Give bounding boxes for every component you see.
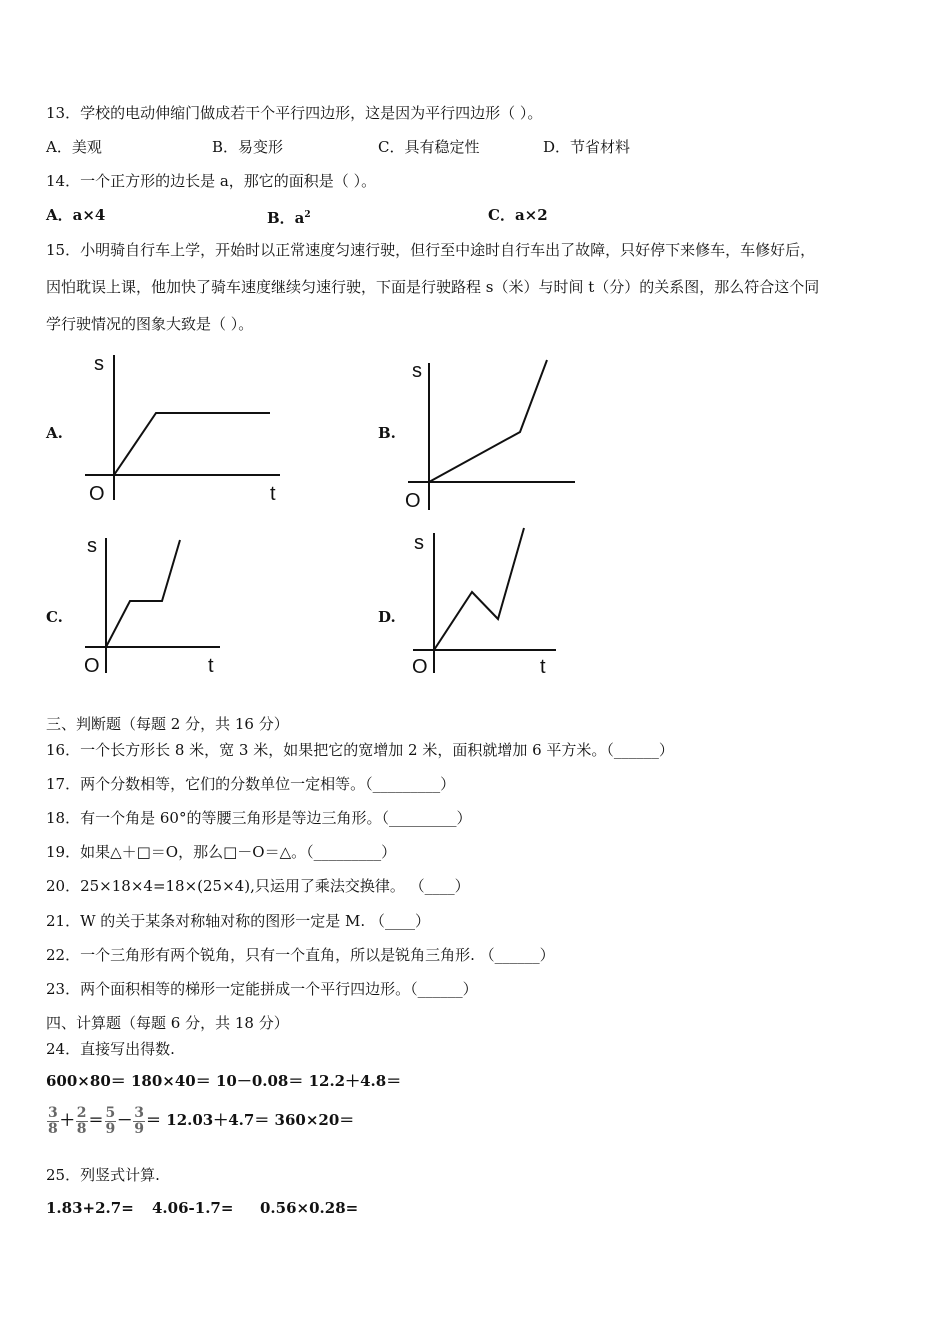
q23: 23．两个面积相等的梯形一定能拼成一个平行四边形。（______）: [46, 980, 478, 998]
graph-c-curve: [106, 540, 180, 647]
graph-a-y-label: s: [94, 353, 104, 375]
q25-title: 25．列竖式计算.: [46, 1166, 160, 1184]
q20: 20．25×18×4=18×(25×4),只运用了乘法交换律。 （____）: [46, 877, 470, 895]
q13-option-a: A．美观: [46, 138, 102, 156]
q15-line-1: 15．小明骑自行车上学，开始时以正常速度匀速行驶，但行至中途时自行车出了故障，只好停下来修车，车修好后，: [46, 241, 816, 259]
q14-option-a: A．a×4: [46, 206, 106, 224]
graph-c-label: C.: [46, 608, 63, 626]
graph-d-origin: O: [412, 656, 428, 678]
section-4-heading: 四、计算题（每题 6 分，共 18 分）: [46, 1014, 289, 1032]
graph-d: [408, 525, 563, 678]
q14-stem: 14．一个正方形的边长是 a，那它的面积是（ ）。: [46, 172, 377, 190]
graph-d-label: D.: [378, 608, 396, 626]
graph-c-y-label: s: [87, 535, 97, 557]
q25-item-3: 0.56×0.28=: [260, 1199, 359, 1217]
graph-b-origin: O: [405, 490, 421, 512]
q13-option-b: B．易变形: [212, 138, 284, 156]
section-3-heading: 三、判断题（每题 2 分，共 16 分）: [46, 715, 289, 733]
graph-b-label: B.: [378, 424, 396, 442]
q14-option-b-exponent: 2: [304, 210, 311, 220]
q13-option-d: D．节省材料: [543, 138, 631, 156]
graph-d-curve: [434, 528, 524, 650]
q13-option-c: C．具有稳定性: [378, 138, 480, 156]
graph-a-origin: O: [89, 483, 105, 505]
q16: 16．一个长方形长 8 米，宽 3 米，如果把它的宽增加 2 米，面积就增加 6 平方米。（______）: [46, 741, 674, 759]
q14-option-c: C．a×2: [488, 206, 548, 224]
q18: 18．有一个角是 60°的等腰三角形是等边三角形。（_________）: [46, 809, 472, 827]
q14-option-b: B．$a^2$: [267, 209, 311, 227]
fraction-3-8: $\frac{3}{8}$: [48, 1104, 58, 1137]
q24-row-1: 600×80＝ 180×40＝ 10－0.08＝ 12.2＋4.8＝: [46, 1072, 402, 1090]
graph-a-curve: [114, 413, 270, 475]
q13-stem: 13．学校的电动伸缩门做成若干个平行四边形，这是因为平行四边形（ ）。: [46, 104, 543, 122]
q25-item-1: 1.83+2.7=: [46, 1199, 134, 1217]
fraction-3-9: $\frac{3}{9}$: [134, 1104, 145, 1137]
graph-b-curve: [429, 360, 547, 482]
graph-a-label: A.: [46, 424, 63, 442]
q24-row-2: $\frac{3}{8}$ ＋ $\frac{2}{8}$ ＝ $\frac{5}{9}$ － $\frac{3}{9}$ ＝ 12.03＋4.7＝ 360×20＝: [48, 1104, 355, 1137]
q15-line-2: 因怕耽误上课，他加快了骑车速度继续匀速行驶，下面是行驶路程 s（米）与时间 t（分）的关系图，那么符合这个同: [46, 278, 820, 296]
q19: 19．如果△＋□＝O，那么□－O＝△。（_________）: [46, 843, 397, 861]
graph-c-x-label: t: [208, 655, 214, 677]
q22: 22．一个三角形有两个锐角，只有一个直角，所以是锐角三角形. （______）: [46, 946, 555, 964]
q17: 17．两个分数相等，它们的分数单位一定相等。（_________）: [46, 775, 456, 793]
graph-d-y-label: s: [414, 532, 424, 554]
graph-c: [80, 535, 230, 675]
graph-b: [400, 355, 585, 515]
graph-d-x-label: t: [540, 656, 546, 678]
graph-c-origin: O: [84, 655, 100, 677]
fraction-5-9: $\frac{5}{9}$: [105, 1104, 116, 1137]
fraction-2-8: $\frac{2}{8}$: [76, 1104, 87, 1137]
q24-title: 24．直接写出得数.: [46, 1040, 175, 1058]
graph-b-y-label: s: [412, 360, 422, 382]
graph-a: [80, 350, 290, 505]
q25-item-2: 4.06-1.7=: [152, 1199, 234, 1217]
q15-line-3: 学行驶情况的图象大致是（ ）。: [46, 315, 254, 333]
graph-a-x-label: t: [270, 483, 276, 505]
q21: 21．W 的关于某条对称轴对称的图形一定是 M. （____）: [46, 912, 430, 930]
